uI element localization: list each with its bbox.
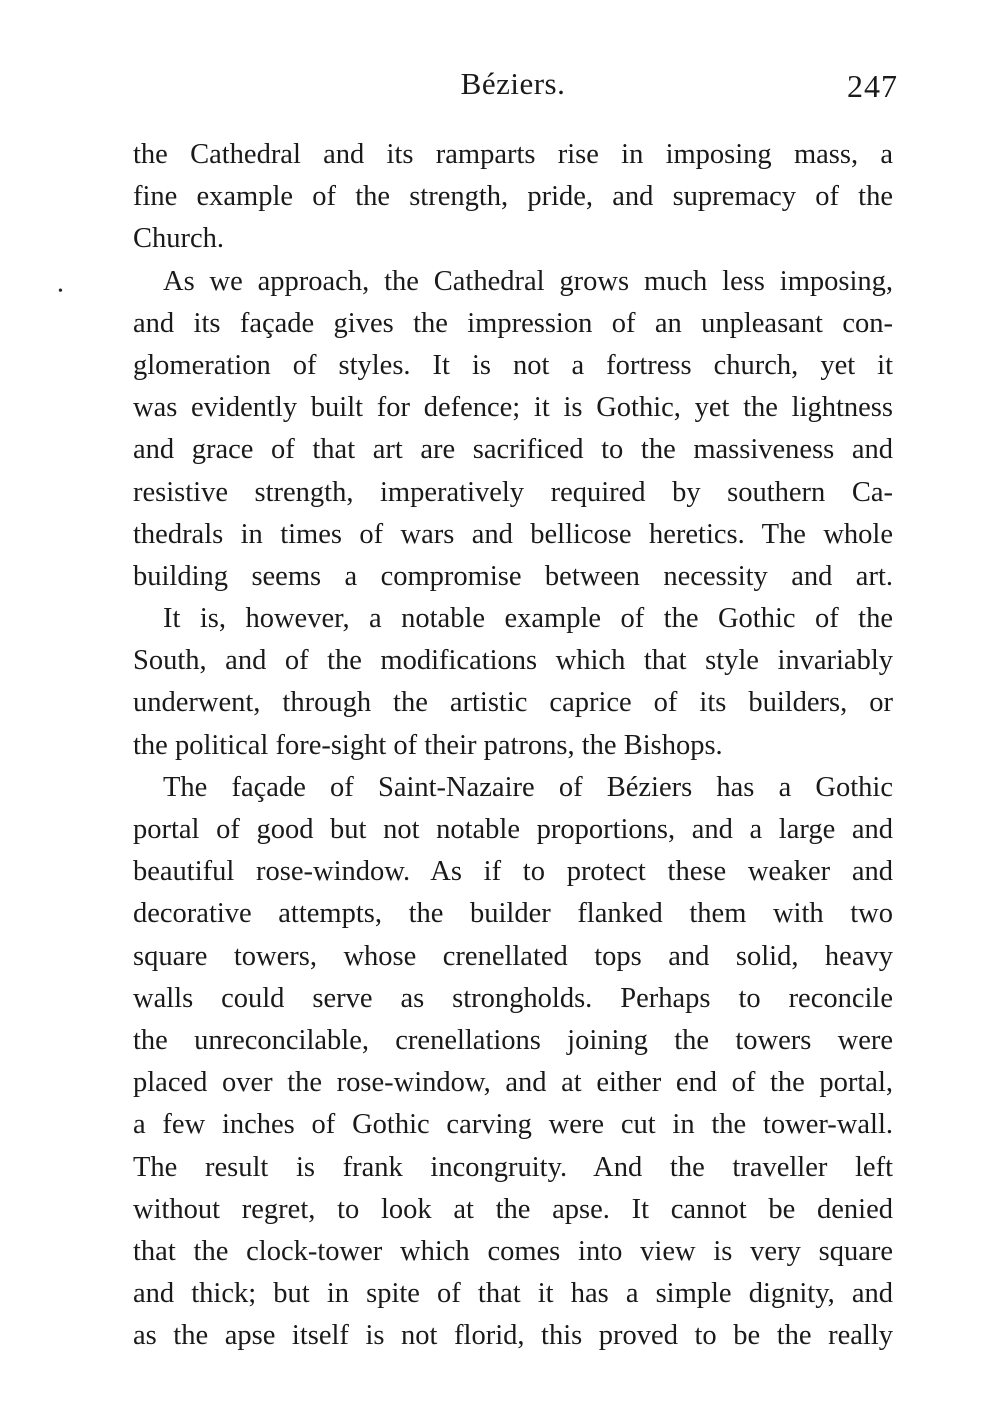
- text-line: walls could serve as strongholds. Perhaps to reconcile: [133, 982, 893, 1014]
- text-line: resistive strength, imperatively required by southern Ca-: [133, 476, 893, 508]
- text-line: beautiful rose-window. As if to protect these weaker and: [133, 856, 893, 888]
- text-line: portal of good but not notable proportions, and a large and: [133, 814, 893, 845]
- text-line: placed over the rose-window, and at either end of the portal,: [133, 1067, 893, 1099]
- text-line: square towers, whose crenellated tops and solid, heavy: [133, 940, 893, 972]
- text-line: fine example of the strength, pride, and supremacy of the: [133, 181, 893, 213]
- text-line: without regret, to look at the apse. It cannot be denied: [133, 1193, 893, 1225]
- margin-speck: •: [58, 284, 63, 299]
- text-line: building seems a compromise between necessity and art.: [133, 560, 893, 592]
- text-line: thedrals in times of wars and bellicose heretics. The whole: [133, 518, 893, 550]
- text-line: South, and of the modifications which that style invariably: [133, 645, 893, 677]
- text-line: that the clock-tower which comes into view is very square: [133, 1235, 893, 1267]
- text-line: glomeration of styles. It is not a fortress church, yet it: [133, 349, 893, 381]
- text-line: was evidently built for defence; it is Gothic, yet the lightness: [133, 392, 893, 424]
- body-text: [133, 134, 893, 1357]
- running-title: Béziers.: [460, 66, 566, 101]
- page-number: 247: [847, 68, 898, 104]
- text-line: It is, however, a notable example of the Gothic of the: [163, 603, 893, 635]
- text-line: The façade of Saint-Nazaire of Béziers has a Gothic: [163, 771, 893, 803]
- text-line: and its façade gives the impression of an unpleasant con-: [133, 307, 893, 339]
- running-head: [133, 58, 898, 108]
- text-line: The result is frank incongruity. And the traveller left: [133, 1151, 893, 1183]
- text-line: As we approach, the Cathedral grows much less imposing,: [163, 265, 893, 297]
- text-line: the unreconcilable, crenellations joining the towers were: [133, 1024, 893, 1056]
- text-line: underwent, through the artistic caprice of its builders, or: [133, 687, 893, 719]
- text-line: and thick; but in spite of that it has a simple dignity, and: [133, 1278, 893, 1310]
- text-line: decorative attempts, the builder flanked them with two: [133, 898, 893, 930]
- text-line: a few inches of Gothic carving were cut in the tower-wall.: [133, 1109, 893, 1141]
- text-line: Church.: [133, 223, 225, 255]
- text-line: as the apse itself is not florid, this proved to be the really: [133, 1320, 893, 1352]
- text-line: the political fore-sight of their patrons, the Bishops.: [133, 729, 723, 761]
- text-line: the Cathedral and its ramparts rise in imposing mass, a: [133, 139, 893, 170]
- text-line: and grace of that art are sacrificed to the massiveness and: [133, 434, 893, 466]
